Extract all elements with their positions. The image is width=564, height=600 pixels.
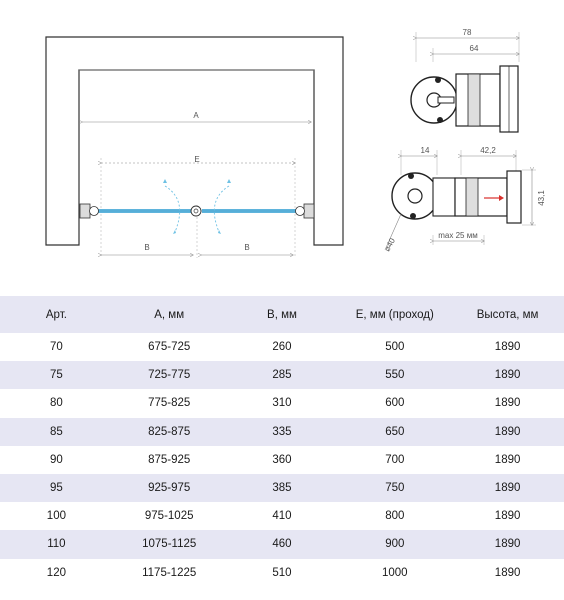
cell: 900 [338,530,451,558]
table-row [0,418,564,446]
cell: 1890 [494,397,521,410]
cell: 1075-1125 [113,530,226,558]
cell: 650 [338,418,451,446]
cell: 85 [0,418,113,446]
dim-label-b-right: B [244,243,250,252]
cell: 1890 [494,453,521,466]
spec-table [0,296,564,587]
table-row [0,474,564,502]
cell: 1890 [494,566,521,579]
table-row [0,389,564,417]
cell: 510 [272,566,292,579]
dim-max-adjust: max 25 мм [438,231,478,240]
cell: 700 [385,453,405,466]
technical-drawing [0,0,564,290]
cell: 1890 [494,510,521,523]
cell: 120 [46,566,66,579]
dim-total-width: 78 [462,28,472,37]
header-e: E, мм (проход) [338,296,451,333]
header-art: Арт. [0,296,113,333]
cell: 90 [50,453,63,466]
cell: 675-725 [148,341,191,354]
header-a: А, мм [113,296,226,333]
header-height: Высота, мм [451,296,564,333]
handle-icon [191,206,201,216]
dim-diameter: ⌀40 [382,236,397,253]
table-row [0,502,564,530]
profile-bottom [383,146,546,253]
cell: 110 [0,530,113,558]
cell: 750 [338,474,451,502]
cell: 285 [226,361,339,389]
dim-label-e: E [194,155,200,164]
cell: 335 [226,418,339,446]
dim-left-offset: 14 [420,146,430,155]
cell: 70 [50,341,63,354]
cell: 80 [50,397,63,410]
profile-top [411,28,519,132]
cell: 100 [46,510,66,523]
table-row [0,333,564,361]
cell: 1175-1225 [142,566,197,579]
cell: 1890 [451,530,564,558]
cell: 95 [0,474,113,502]
cell: 460 [226,530,339,558]
cell: 360 [272,453,292,466]
plan-view [46,37,343,258]
cell: 775-825 [148,397,191,410]
cell: 975-1025 [144,510,194,523]
dim-inner-width: 64 [469,44,479,53]
cell: 310 [272,397,292,410]
cell: 800 [385,510,405,523]
cell: 550 [338,361,451,389]
table-row [0,446,564,474]
cell: 500 [385,341,405,354]
dim-label-b-left: B [144,243,150,252]
cell: 875-925 [148,453,191,466]
cell: 1890 [451,418,564,446]
cell: 600 [385,397,405,410]
dim-right-width: 42,2 [480,146,496,155]
cell: 725-775 [113,361,226,389]
cell: 1000 [381,566,408,579]
cell: 925-975 [113,474,226,502]
dim-label-a: A [193,111,199,120]
cell: 1890 [451,474,564,502]
cell: 385 [226,474,339,502]
header-b: B, мм [226,296,339,333]
cell: 1890 [494,341,521,354]
cell: 825-875 [113,418,226,446]
cell: 260 [272,341,292,354]
cell: 75 [0,361,113,389]
cell: 410 [272,510,292,523]
table-row [0,559,564,587]
dim-height: 43,1 [537,190,546,206]
cell: 1890 [451,361,564,389]
table-header-row [0,296,564,333]
table-row [0,530,564,558]
table-row [0,361,564,389]
